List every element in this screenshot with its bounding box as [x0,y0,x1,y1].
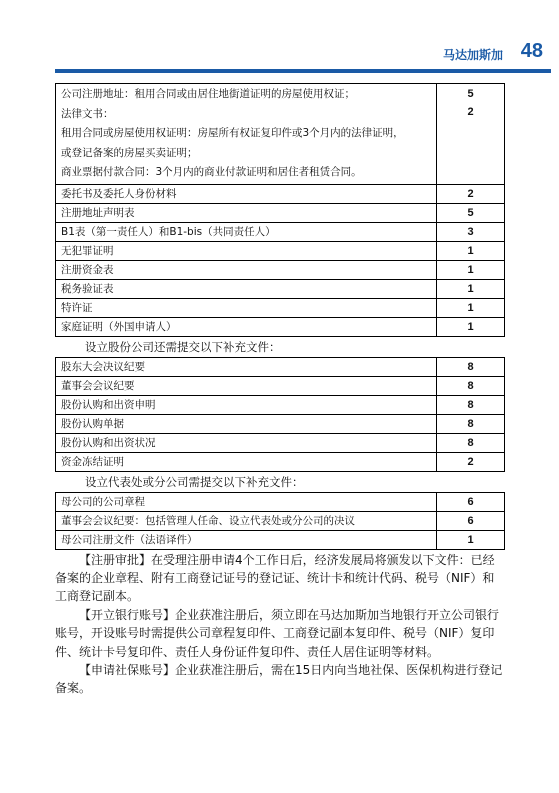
row-line: 或登记备案的房屋买卖证明； [61,146,198,159]
section-heading-joint-stock: 设立股份公司还需提交以下补充文件： [85,339,281,354]
table-cell-label: 注册资金表 [56,260,437,279]
table-row [56,241,505,260]
table-cell-count: 6 [437,492,505,511]
table-cell-count: 1 [437,241,505,260]
row-line: 法律文书： [61,107,114,120]
table-cell-count: 8 [437,395,505,414]
table-cell-count: 1 [437,279,505,298]
row-line: 公司注册地址：租用合同或由居住地街道证明的房屋使用权证； [61,88,355,100]
paragraph-social-security: 【申请社保账号】企业获准注册后，需在15日内向当地社保、医保机构进行登记备案。 [55,662,503,696]
table-row [56,452,505,471]
table-cell-label: 股东大会决议纪要 [56,357,437,376]
table-cell-label: 股份认购单据 [56,414,437,433]
paragraph-bank-account: 【开立银行账号】企业获准注册后，须立即在马达加斯加当地银行开立公司银行账号，开设账号时需提供公司章程复印件、工商登记副本复印件、税号（NIF）复印件、统计卡号复印件、责任人身份证件复印件、责任人居住证明等材料。 [55,607,500,659]
table-row [56,395,505,414]
table-cell-count: 5 [437,203,505,222]
table-row [56,203,505,222]
table-cell-label: 无犯罪证明 [56,241,437,260]
table-cell-label: 母公司的公司章程 [56,492,437,511]
page-content [55,83,505,698]
table-row [56,184,505,203]
table-cell-label: 委托书及委托人身份材料 [56,184,437,203]
table-cell-label: 注册地址声明表 [56,203,437,222]
table-row [56,222,505,241]
table-cell-count: 1 [437,260,505,279]
body-text [55,551,505,698]
table-row [56,492,505,511]
table-row [56,433,505,452]
table-cell-count [437,84,505,185]
row-count: 2 [467,106,474,118]
table-cell-count: 2 [437,452,505,471]
table-cell-count: 3 [437,222,505,241]
table-cell-count: 6 [437,511,505,530]
table-row [56,357,505,376]
joint-stock-table [55,357,505,472]
table-cell-label: B1表（第一责任人）和B1-bis（共同责任人） [56,222,437,241]
table-cell-label: 母公司注册文件（法语译件） [56,530,437,549]
table-cell-count: 1 [437,298,505,317]
table-cell-label: 股份认购和出资申明 [56,395,437,414]
table-row [56,260,505,279]
page-number: 48 [520,40,543,62]
header-country: 马达加斯加 [442,48,503,62]
table-cell-label: 董事会会议纪要 [56,376,437,395]
table-cell-count: 1 [437,317,505,336]
row-line: 租用合同或房屋使用权证明：房屋所有权证复印件或3个月内的法律证明， [61,127,404,139]
table-row [56,530,505,549]
table-row [56,317,505,336]
table-cell-label: 特许证 [56,298,437,317]
table-cell-label [56,84,437,185]
table-cell-label: 股份认购和出资状况 [56,433,437,452]
page-header [0,0,559,80]
table-cell-count: 8 [437,357,505,376]
documents-table [55,83,505,337]
table-cell-count: 1 [437,530,505,549]
table-cell-count: 8 [437,414,505,433]
branch-table [55,492,505,550]
table-cell-label: 资金冻结证明 [56,452,437,471]
table-cell-label: 家庭证明（外国申请人） [56,317,437,336]
paragraph-registration-approval: 【注册审批】在受理注册申请4个工作日后，经济发展局将颁发以下文件：已经备案的企业章程、附有工商登记证号的登记证、统计卡和统计代码、税号（NIF）和工商登记副本。 [55,552,495,604]
table-row [56,279,505,298]
row-line: 商业票据付款合同：3个月内的商业付款证明和居住者租赁合同。 [61,166,362,178]
table-row [56,376,505,395]
table-cell-count: 8 [437,376,505,395]
table-row [56,298,505,317]
header-rule [55,69,551,73]
row-count: 5 [467,88,474,100]
table-cell-count: 2 [437,184,505,203]
table-cell-label: 税务验证表 [56,279,437,298]
table-row [56,511,505,530]
table-row [56,84,505,185]
table-row [56,414,505,433]
table-cell-count: 8 [437,433,505,452]
section-heading-branch: 设立代表处或分公司需提交以下补充文件： [85,474,304,489]
table-cell-label: 董事会会议纪要：包括管理人任命、设立代表处或分公司的决议 [56,511,437,530]
